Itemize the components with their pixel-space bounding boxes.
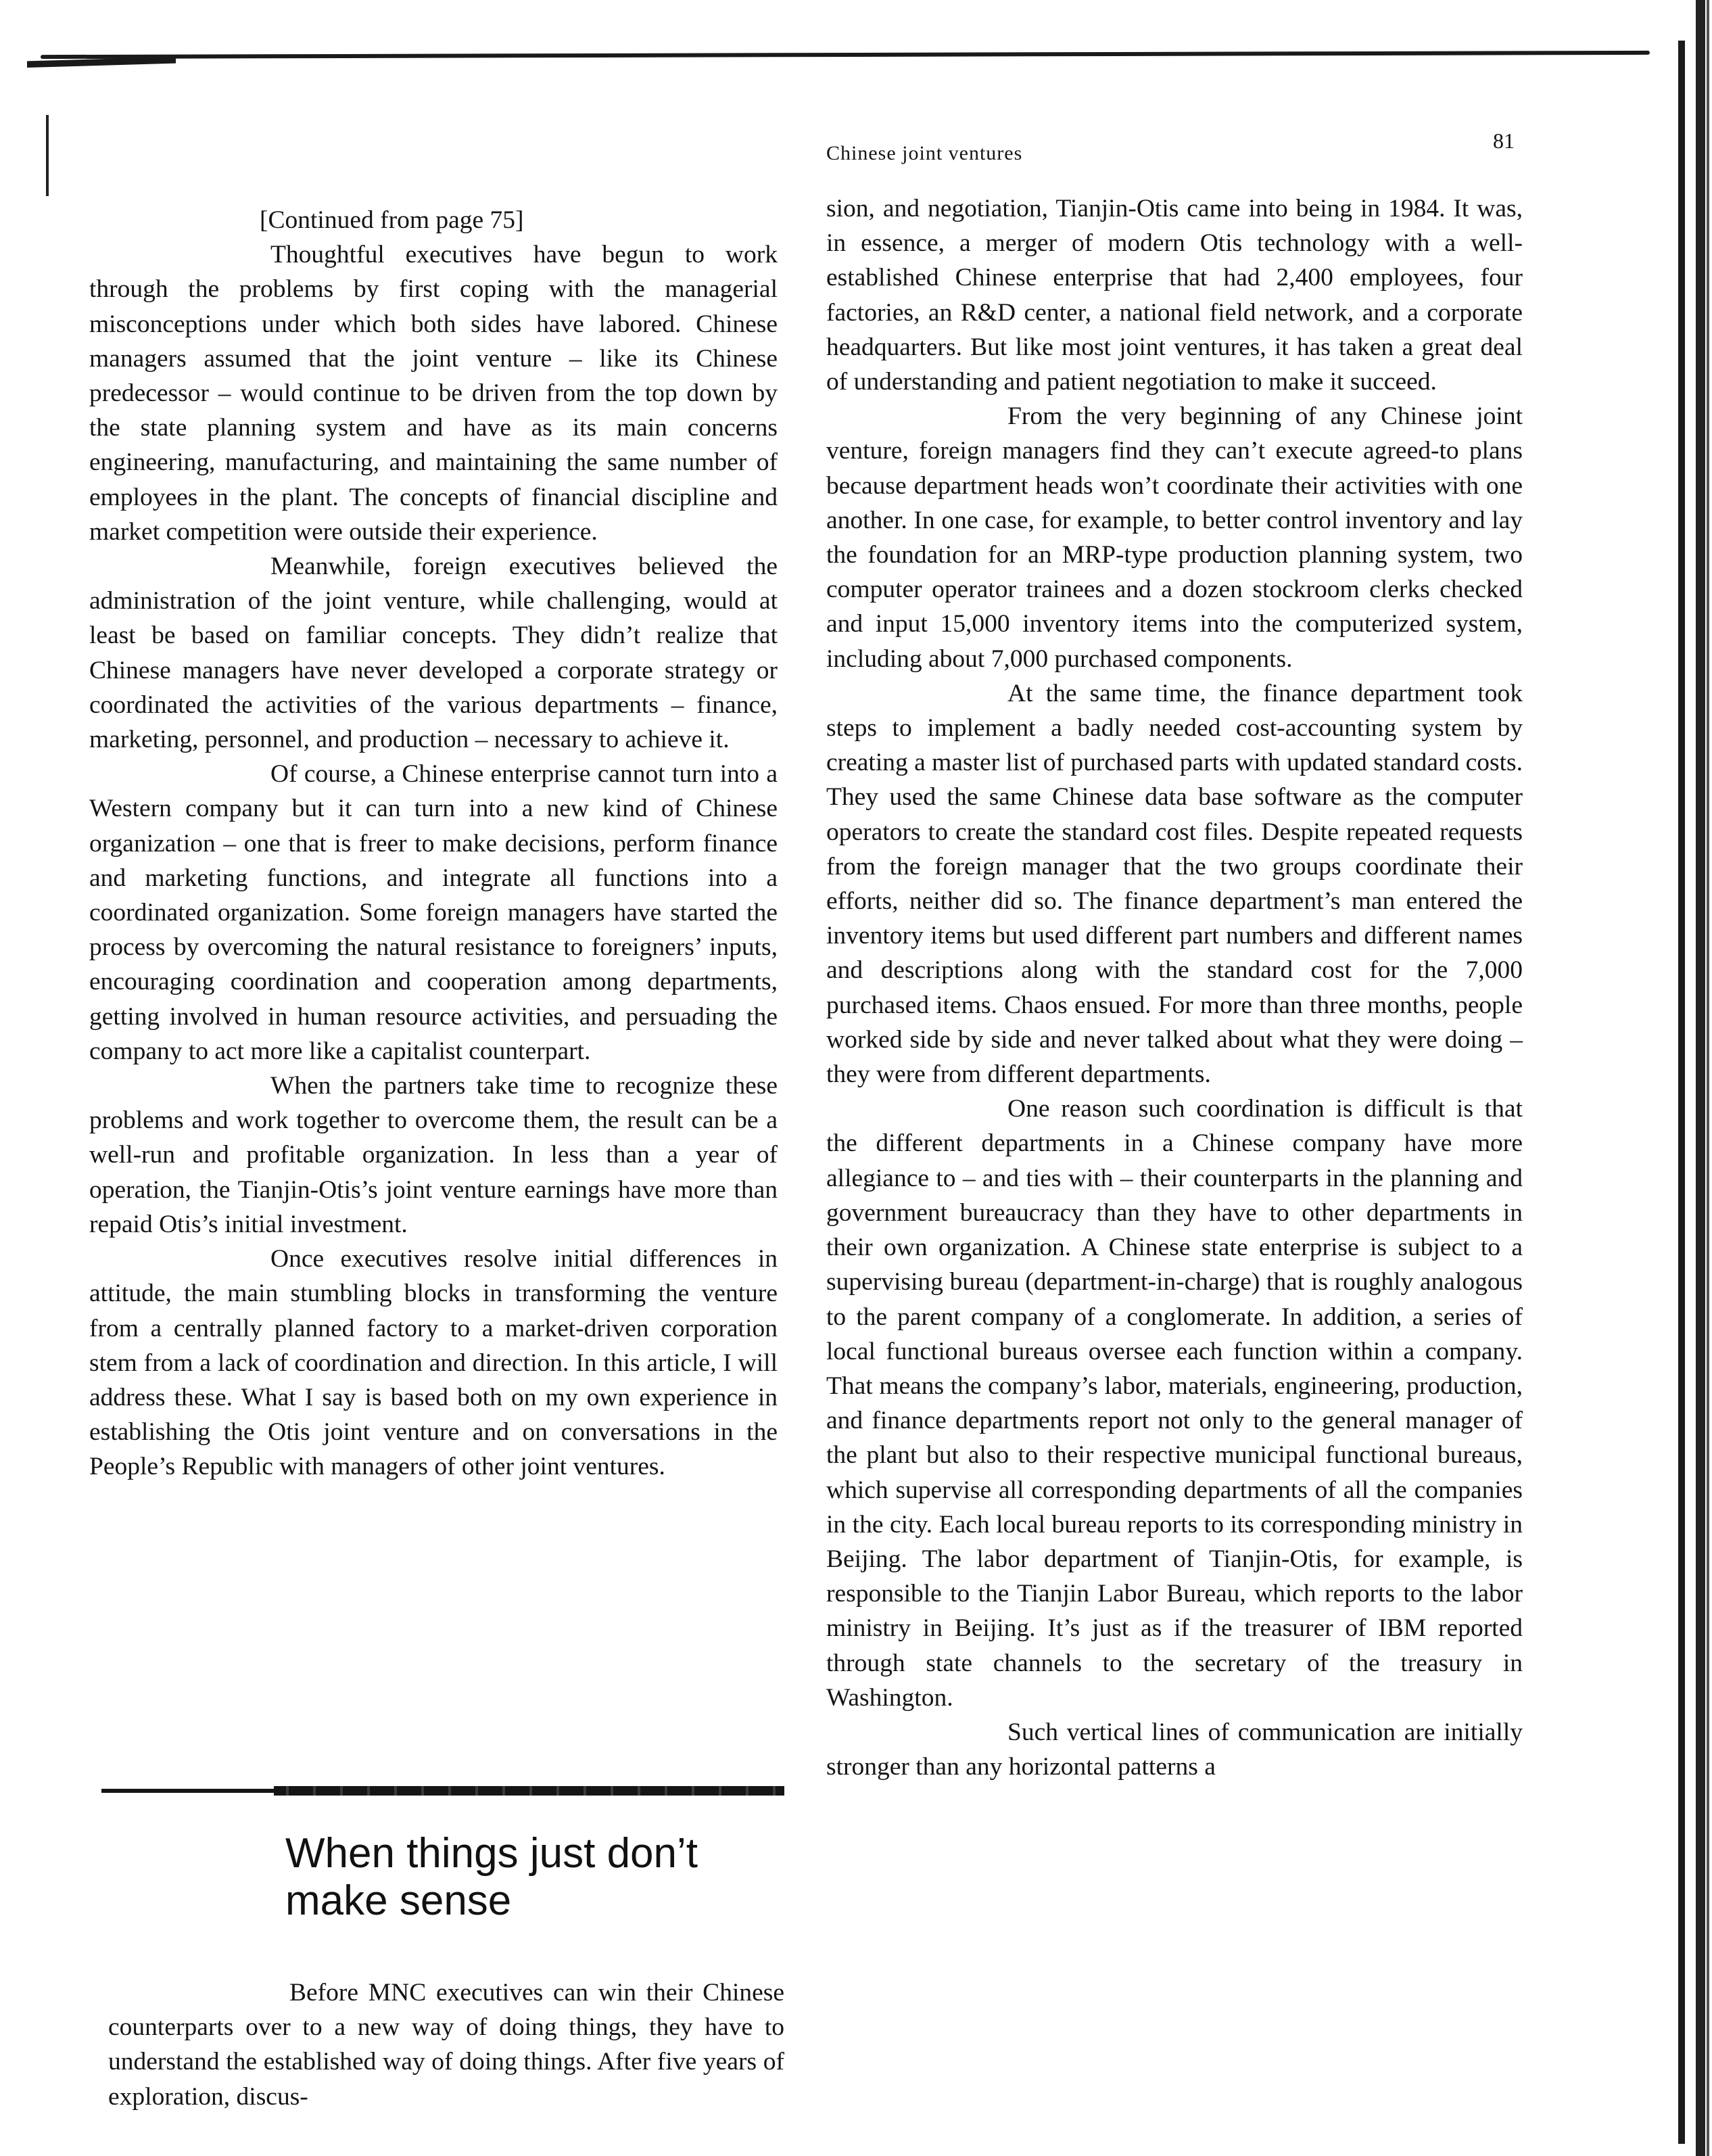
running-head: Chinese joint ventures	[826, 142, 1023, 164]
sidebar-title: When things just don’t make sense	[285, 1830, 698, 1924]
body-paragraph: When the partners take time to recognize these problems and work together to overcome them, the result can be a well-run and profitable organization. In less than a year of operation, the Tianjin-Otis’s joint venture earnings have more than repaid Otis’s initial investment.	[89, 1072, 778, 1238]
body-paragraph: Once executives resolve initial differences in attitude, the main stumbling blocks in transforming the venture from a centrally planned factory to a market-driven corporation stem from a lack of coordination and direction. In this article, I will address these. What I say is based both on my own experience in establishing the Otis joint venture and on conversations in the People’s Republic with managers of other joint ventures.	[89, 1245, 778, 1481]
page-number: 81	[1493, 128, 1515, 153]
body-paragraph: sion, and negotiation, Tianjin-Otis came into being in 1984. It was, in essence, a merger of modern Otis technology with a well-established Chinese enterprise that had 2,400 employees, four factories, an R&D center, a national field network, and a corporate headquarters. But like most joint ventures, it has taken a great deal of understanding and patient negotiation to make it succeed.	[826, 195, 1523, 396]
scan-right-edge-shadow	[1707, 0, 1709, 2156]
continued-label: [Continued from page 75]	[260, 206, 524, 234]
sidebar-paragraph: Before MNC executives can win their Chinese counterparts over to a new way of doing things, they have to understand the established way of doing things. After five years of exploration, discus-	[108, 1979, 784, 2111]
sidebar-divider-thin	[101, 1789, 284, 1793]
body-paragraph: From the very beginning of any Chinese joint venture, foreign managers find they can’t execute agreed-to plans because department heads won’t coordinate their activities with one another. In one case, for example, to better control inventory and lay the foundation for an MRP-type production planning system, two computer operator trainees and a dozen stockroom clerks checked and input 15,000 inventory items into the computerized system, including about 7,000 purchased components.	[826, 402, 1523, 673]
scan-top-edge	[41, 51, 1650, 59]
body-paragraph: Such vertical lines of communication are initially stronger than any horizontal patterns a	[826, 1718, 1523, 1781]
body-paragraph: Meanwhile, foreign executives believed the administration of the joint venture, while challenging, would at least be based on familiar concepts. They didn’t realize that Chinese managers have never developed a corporate strategy or coordinated the activities of the various departments – finance, marketing, personnel, and production – necessary to achieve it.	[89, 553, 778, 754]
scan-right-edge-outer	[1696, 0, 1705, 2156]
body-paragraph: At the same time, the finance department took steps to implement a badly needed cost-accounting system by creating a master list of purchased parts with updated standard costs. They used the same Chinese data base software as the computer operators to create the standard cost files. Despite repeated requests from the foreign manager that the two groups coordinate their efforts, neither did so. The finance department’s man entered the inventory items but used different part numbers and different names and descriptions along with the standard cost for the 7,000 purchased items. Chaos ensued. For more than three months, people worked side by side and never talked about what they were doing – they were from different departments.	[826, 679, 1523, 1089]
sidebar-divider	[101, 1786, 784, 1796]
right-column	[826, 191, 1523, 1784]
sidebar-body	[108, 1975, 784, 2114]
left-column	[89, 203, 778, 1484]
body-paragraph: Of course, a Chinese enterprise cannot turn into a Western company but it can turn into a new kind of Chinese organization – one that is freer to make decisions, perform finance and marketing functions, and integrate all functions into a coordinated organization. Some foreign managers have started the process by overcoming the natural resistance to foreigners’ inputs, encouraging coordination and cooperation among departments, getting involved in human resource activities, and persuading the company to act more like a capitalist counterpart.	[89, 760, 778, 1065]
body-paragraph: One reason such coordination is difficult is that the different departments in a Chinese company have more allegiance to – and ties with – their counterparts in the planning and government bureaucracy than they have to other departments in their own organization. A Chinese state enterprise is subject to a supervising bureau (department-in-charge) that is roughly analogous to the parent company of a conglomerate. In addition, a series of local functional bureaus oversee each function within a company. That means the company’s labor, materials, engineering, production, and finance departments report not only to the general manager of the plant but also to their respective municipal functional bureaus, which supervise all corresponding departments of all the companies in the city. Each local bureau reports to its corresponding ministry in Beijing. The labor department of Tianjin-Otis, for example, is responsible to the Tianjin Labor Bureau, which reports to the labor ministry in Beijing. It’s just as if the treasurer of IBM reported through state channels to the secretary of the treasury in Washington.	[826, 1095, 1523, 1712]
body-paragraph: Thoughtful executives have begun to work through the problems by first coping with the managerial misconceptions under which both sides have labored. Chinese managers assumed that the joint venture – like its Chinese predecessor – would continue to be driven from the top down by the state planning system and have as its main concerns engineering, manufacturing, and maintaining the same number of employees in the plant. The concepts of financial discipline and market competition were outside their experience.	[89, 241, 778, 546]
sidebar-divider-thick	[274, 1786, 784, 1796]
scan-right-edge	[1678, 41, 1685, 2144]
scan-left-mark	[46, 115, 49, 196]
